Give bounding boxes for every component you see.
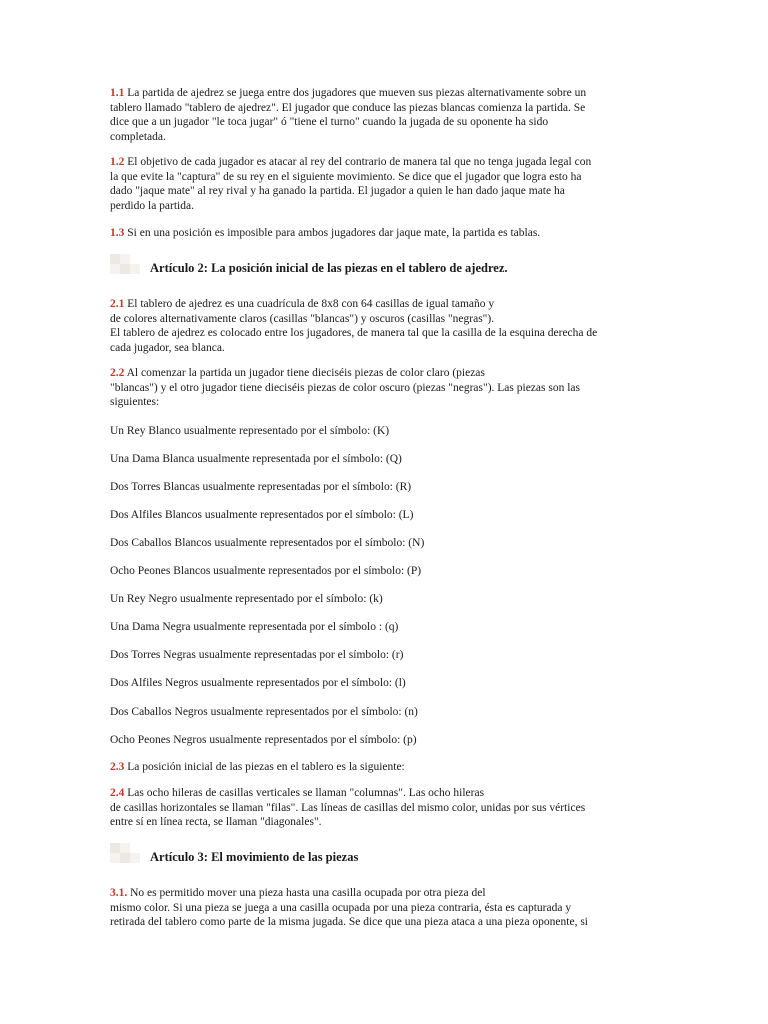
piece-item — [110, 592, 660, 607]
paragraph-line: tablero llamado "tablero de ajedrez". El jugador que conduce las piezas blancas comienza la partida. Se — [110, 101, 586, 114]
article-number: 1.2 — [110, 156, 125, 168]
paragraph-line: retirada del tablero como parte de la misma jugada. Se dice que una pieza ataca a una pieza oponente, si — [110, 916, 588, 929]
piece-item — [110, 508, 660, 523]
piece-line: Una Dama Negra usualmente representada por el símbolo : (q) — [110, 621, 399, 633]
piece-item — [110, 733, 660, 748]
piece-line: Ocho Peones Blancos usualmente representados por el símbolo: (P) — [110, 565, 422, 577]
paragraph-line: Al comenzar la partida un jugador tiene dieciséis piezas de color claro (piezas — [126, 367, 485, 379]
heading-decoration — [110, 843, 150, 871]
paragraph-line: completada. — [110, 130, 166, 143]
article-number: 1.3 — [110, 227, 125, 239]
article-number: 3.1. — [110, 887, 128, 899]
piece-line: Un Rey Blanco usualmente representado por el símbolo: (K) — [110, 425, 390, 437]
article-2-2 — [110, 366, 660, 410]
piece-line: Una Dama Blanca usualmente representada por el símbolo: (Q) — [110, 453, 402, 465]
paragraph-line: "blancas") y el otro jugador tiene dieciséis piezas de color oscuro (piezas "negras"). Las piezas son las — [110, 381, 580, 394]
article-3-heading — [110, 843, 670, 871]
heading-decoration — [110, 254, 150, 282]
piece-line: Un Rey Negro usualmente representado por el símbolo: (k) — [110, 593, 383, 605]
paragraph-line: El tablero de ajedrez es una cuadrícula de 8x8 con 64 casillas de igual tamaño y — [127, 298, 495, 310]
piece-line: Dos Caballos Negros usualmente representados por el símbolo: (n) — [110, 706, 418, 718]
piece-line: Dos Torres Negras usualmente representadas por el símbolo: (r) — [110, 649, 404, 661]
paragraph-line: siguientes: — [110, 396, 160, 409]
section-title: Artículo 2: La posición inicial de las piezas en el tablero de ajedrez. — [150, 261, 508, 275]
article-number: 1.1 — [110, 87, 125, 99]
paragraph-line: El tablero de ajedrez es colocado entre los jugadores, de manera tal que la casilla de la esquina derecha de — [110, 327, 598, 340]
paragraph-line: Si en una posición es imposible para ambos jugadores dar jaque mate, la partida es tablas. — [127, 227, 541, 239]
piece-item — [110, 424, 660, 439]
paragraph-line: No es permitido mover una pieza hasta una casilla ocupada por otra pieza del — [130, 887, 486, 899]
paragraph-line: Las ocho hileras de casillas verticales se llaman "columnas". Las ocho hileras — [127, 787, 485, 799]
piece-item — [110, 480, 660, 495]
paragraph-line: entre sí en línea recta, se llaman "diagonales". — [110, 816, 322, 829]
paragraph-line: La partida de ajedrez se juega entre dos jugadores que mueven sus piezas alternativamente sobre un — [127, 87, 587, 99]
article-number: 2.3 — [110, 761, 125, 773]
piece-line: Dos Alfiles Blancos usualmente representados por el símbolo: (L) — [110, 509, 414, 521]
article-2-3 — [110, 760, 660, 775]
paragraph-line: dice que a un jugador "le toca jugar" ó "tiene el turno" cuando la jugada de su oponente ha sido — [110, 116, 549, 129]
article-2-heading — [110, 254, 670, 282]
paragraph-line: mismo color. Si una pieza se juega a una casilla ocupada por una pieza contraria, ésta es capturada y — [110, 901, 572, 914]
section-title: Artículo 3: El movimiento de las piezas — [150, 850, 359, 864]
paragraph-line: la que evite la "captura" de su rey en el siguiente movimiento. Se dice que el jugador que logra esto ha — [110, 170, 582, 183]
piece-item — [110, 452, 660, 467]
piece-item — [110, 620, 660, 635]
piece-line: Dos Torres Blancas usualmente representadas por el símbolo: (R) — [110, 481, 412, 493]
article-3-1 — [110, 886, 660, 930]
piece-item — [110, 564, 660, 579]
article-2-1 — [110, 297, 660, 355]
paragraph-line: de casillas horizontales se llaman "filas". Las líneas de casillas del mismo color, unidas por sus vértices — [110, 801, 586, 814]
piece-item — [110, 676, 660, 691]
paragraph-line: El objetivo de cada jugador es atacar al rey del contrario de manera tal que no tenga jugada legal con — [127, 156, 592, 168]
piece-line: Ocho Peones Negros usualmente representados por el símbolo: (p) — [110, 734, 417, 746]
paragraph-line: La posición inicial de las piezas en el tablero es la siguiente: — [127, 761, 405, 773]
article-2-4 — [110, 786, 660, 830]
paragraph-line: perdido la partida. — [110, 199, 194, 212]
paragraph-line: cada jugador, sea blanca. — [110, 341, 225, 354]
paragraph-line: dado "jaque mate" al rey rival y ha ganado la partida. El jugador a quien le han dado jaque mate ha — [110, 185, 565, 198]
article-number: 2.4 — [110, 787, 125, 799]
paragraph-line: de colores alternativamente claros (casillas "blancas") y oscuros (casillas "negras"). — [110, 312, 495, 325]
piece-item — [110, 536, 660, 551]
article-1-3 — [110, 226, 660, 241]
article-1-1 — [110, 86, 660, 144]
piece-item — [110, 705, 660, 720]
article-1-2 — [110, 155, 660, 213]
article-number: 2.1 — [110, 298, 125, 310]
piece-line: Dos Alfiles Negros usualmente representados por el símbolo: (l) — [110, 677, 406, 689]
piece-item — [110, 648, 660, 663]
article-number: 2.2 — [110, 367, 125, 379]
piece-line: Dos Caballos Blancos usualmente representados por el símbolo: (N) — [110, 537, 425, 549]
